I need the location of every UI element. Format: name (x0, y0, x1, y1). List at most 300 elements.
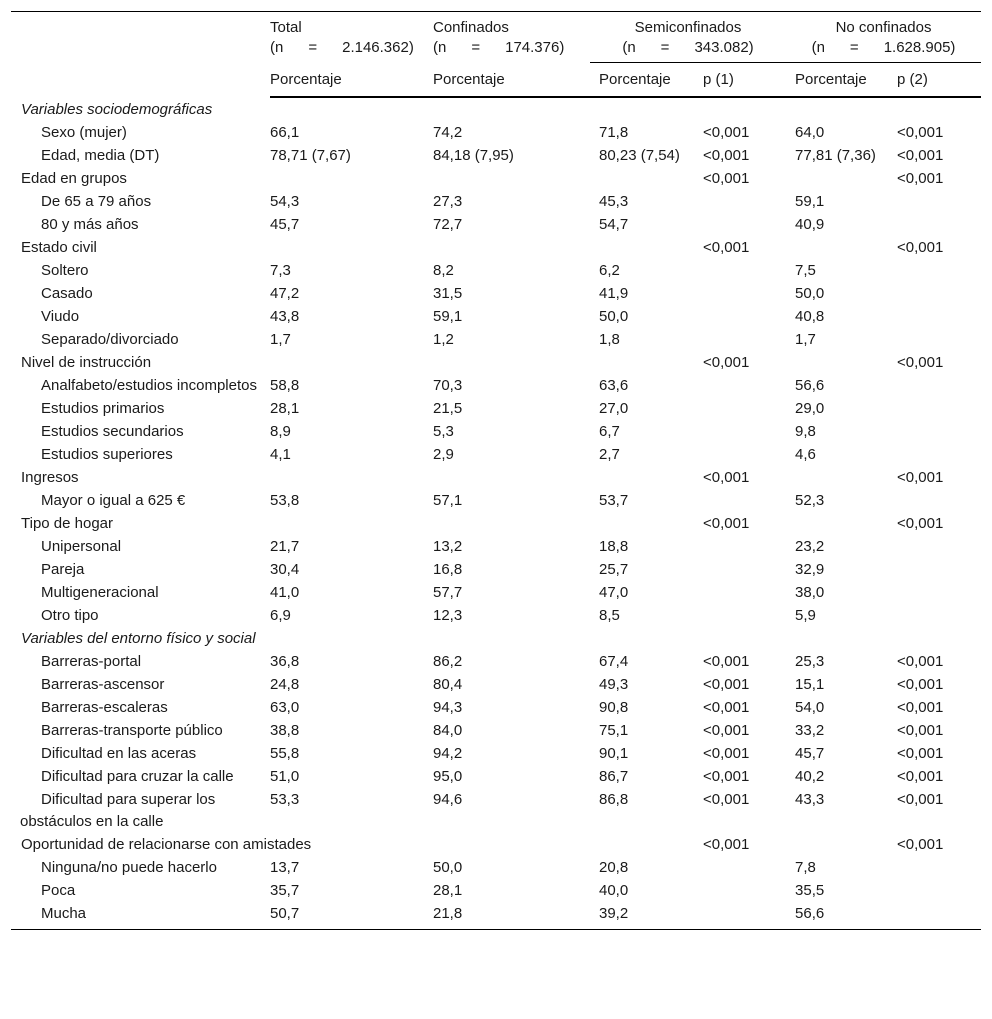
cell-col-3: 49,3 (599, 676, 629, 693)
cell-col-2: 72,7 (433, 216, 463, 233)
cell-col-2: 74,2 (433, 124, 463, 141)
cell-col-1 (270, 512, 433, 535)
cell-col-3: 86,7 (599, 768, 629, 785)
cell-col-5: 40,8 (795, 308, 825, 325)
cell-col-3: 18,8 (599, 538, 629, 555)
section-label: Variables sociodemográficas (21, 101, 213, 118)
cell-col-4 (694, 305, 786, 328)
cell-col-3: 40,0 (599, 882, 629, 899)
cell-col-5 (786, 236, 888, 259)
cell-col-5: 45,7 (795, 745, 825, 762)
cell-col-1 (270, 167, 433, 190)
cell-col-2: 95,0 (433, 768, 463, 785)
cell-col-2: 57,1 (433, 492, 463, 509)
table-row (11, 719, 981, 742)
cell-col-6 (888, 259, 981, 282)
cell-col-4 (694, 489, 786, 512)
table-row (11, 121, 981, 144)
cell-col-1: 63,0 (270, 699, 300, 716)
cell-col-5: 59,1 (795, 193, 825, 210)
cell-col-2: 94,3 (433, 699, 463, 716)
cell-col-4: <0,001 (703, 699, 750, 716)
cell-col-3 (590, 512, 694, 535)
cell-col-2: 27,3 (433, 193, 463, 210)
row-label: Sexo (mujer) (41, 124, 127, 141)
cell-col-3: 67,4 (599, 653, 629, 670)
cell-col-3: 75,1 (599, 722, 629, 739)
cell-col-6 (888, 443, 981, 466)
cell-col-4 (694, 190, 786, 213)
table-row (11, 374, 981, 397)
cell-col-2: 12,3 (433, 607, 463, 624)
cell-col-4: <0,001 (703, 515, 750, 532)
table-row (11, 742, 981, 765)
cell-col-1: 1,7 (270, 331, 291, 348)
cell-col-1: 35,7 (270, 882, 300, 899)
row-label: Estudios primarios (41, 400, 165, 417)
cell-col-4: <0,001 (703, 836, 750, 853)
cell-col-1: 58,8 (270, 377, 300, 394)
table-container (11, 11, 981, 930)
cell-col-2 (433, 466, 590, 489)
section-label: Edad en grupos (21, 170, 127, 187)
table-row (11, 489, 981, 512)
row-label: Dificultad en las aceras (41, 745, 197, 762)
row-label: Analfabeto/estudios incompletos (41, 377, 257, 394)
cell-col-6 (888, 535, 981, 558)
cell-col-4 (694, 328, 786, 351)
section-label: Estado civil (21, 239, 97, 256)
cell-col-6: <0,001 (897, 676, 944, 693)
table-row (11, 879, 981, 902)
cell-col-1: 50,7 (270, 902, 433, 930)
table-row (11, 604, 981, 627)
cell-col-6 (888, 558, 981, 581)
cell-col-2 (433, 512, 590, 535)
subheader-no-porcentaje: Porcentaje (786, 63, 888, 98)
cell-col-2: 28,1 (433, 882, 463, 899)
cell-col-4: <0,001 (703, 768, 750, 785)
cell-col-5 (786, 167, 888, 190)
cell-col-2: 13,2 (433, 538, 463, 555)
cell-col-5: 77,81 (7,36) (795, 147, 876, 164)
cell-col-2: 16,8 (433, 561, 463, 578)
cell-col-5: 64,0 (795, 124, 825, 141)
cell-col-3: 80,23 (7,54) (599, 147, 680, 164)
cell-col-5: 54,0 (795, 699, 825, 716)
row-label: Dificultad para superar los obstáculos en la calle (20, 791, 216, 830)
cell-col-5 (786, 466, 888, 489)
cell-col-1: 41,0 (270, 584, 300, 601)
cell-col-6 (888, 856, 981, 879)
cell-col-4 (694, 856, 786, 879)
table-row (11, 397, 981, 420)
table-row (11, 856, 981, 879)
table-row (11, 282, 981, 305)
cell-col-5 (786, 833, 888, 856)
table-row (11, 902, 981, 930)
col-header-semiconfinados (590, 12, 786, 63)
section-label: Variables del entorno físico y social (21, 630, 256, 647)
col-header-no-confinados (786, 12, 981, 63)
cell-col-5: 43,3 (795, 791, 825, 808)
cell-col-1: 6,9 (270, 607, 291, 624)
cell-col-3 (590, 833, 694, 856)
cell-col-3: 6,2 (599, 262, 620, 279)
cell-col-3: 47,0 (599, 584, 629, 601)
cell-col-2: 5,3 (433, 423, 454, 440)
cell-col-3: 1,8 (599, 331, 620, 348)
row-label: Mucha (11, 902, 270, 930)
subheader-total-porcentaje: Porcentaje (270, 63, 433, 98)
table-row (11, 443, 981, 466)
cell-col-5 (786, 351, 888, 374)
cell-col-3: 8,5 (599, 607, 620, 624)
table-row (11, 144, 981, 167)
cell-col-6: <0,001 (897, 791, 944, 808)
cell-col-3: 90,1 (599, 745, 629, 762)
row-label: Mayor o igual a 625 € (41, 492, 186, 509)
cell-col-1: 7,3 (270, 262, 291, 279)
cell-col-1: 53,3 (270, 791, 300, 808)
table-row (11, 535, 981, 558)
cell-col-2 (433, 167, 590, 190)
cell-col-3: 53,7 (599, 492, 629, 509)
cell-col-6: <0,001 (897, 653, 944, 670)
table-row (11, 328, 981, 351)
section-row (11, 351, 981, 374)
table-row (11, 259, 981, 282)
cell-col-2: 31,5 (433, 285, 463, 302)
cell-col-6: <0,001 (897, 354, 944, 371)
col-header-total (270, 12, 433, 63)
cell-col-5: 32,9 (795, 561, 825, 578)
cell-col-6: <0,001 (897, 745, 944, 762)
cell-col-3: 54,7 (599, 216, 629, 233)
cell-col-5 (786, 627, 888, 650)
cell-col-3 (590, 97, 694, 121)
cell-col-4 (694, 97, 786, 121)
cell-col-1: 36,8 (270, 653, 300, 670)
cell-col-1: 54,3 (270, 193, 300, 210)
cell-col-6: <0,001 (897, 124, 944, 141)
table-row (11, 696, 981, 719)
cell-col-1: 43,8 (270, 308, 300, 325)
cell-col-5: 40,9 (795, 216, 825, 233)
cell-col-4: <0,001 (703, 469, 750, 486)
cell-col-6 (888, 305, 981, 328)
table-row (11, 650, 981, 673)
row-label: Barreras-ascensor (41, 676, 165, 693)
cell-col-2 (433, 97, 590, 121)
cell-col-1: 21,7 (270, 538, 300, 555)
cell-col-3: 90,8 (599, 699, 629, 716)
cell-col-1: 66,1 (270, 124, 300, 141)
cell-col-4 (694, 282, 786, 305)
cell-col-2: 94,6 (433, 791, 463, 808)
cell-col-6 (888, 489, 981, 512)
cell-col-4 (694, 581, 786, 604)
row-label: Ninguna/no puede hacerlo (41, 859, 217, 876)
row-label: De 65 a 79 años (41, 193, 152, 210)
row-label: Unipersonal (41, 538, 122, 555)
cell-col-3: 71,8 (599, 124, 629, 141)
cell-col-1: 78,71 (7,67) (270, 147, 351, 164)
cell-col-6 (888, 627, 981, 650)
cell-col-6: <0,001 (897, 836, 944, 853)
cell-col-5: 38,0 (795, 584, 825, 601)
cell-col-2: 21,8 (433, 902, 590, 930)
cell-col-6 (888, 420, 981, 443)
cell-col-6: <0,001 (897, 147, 944, 164)
section-row (11, 512, 981, 535)
row-label: Pareja (41, 561, 85, 578)
cell-col-2: 84,18 (7,95) (433, 147, 514, 164)
cell-col-1: 8,9 (270, 423, 291, 440)
table-row (11, 788, 981, 833)
cell-col-1: 45,7 (270, 216, 300, 233)
cell-col-1: 55,8 (270, 745, 300, 762)
cell-col-5 (786, 97, 888, 121)
cell-col-5: 56,6 (786, 902, 888, 930)
cell-col-2: 94,2 (433, 745, 463, 762)
cell-col-1: 53,8 (270, 492, 300, 509)
section-row (11, 627, 981, 650)
row-label: Viudo (41, 308, 80, 325)
cell-col-3: 2,7 (599, 446, 620, 463)
cell-col-1 (270, 466, 433, 489)
cell-col-5: 35,5 (795, 882, 825, 899)
section-row (11, 167, 981, 190)
cell-col-6 (888, 374, 981, 397)
cell-col-4 (694, 397, 786, 420)
cell-col-3 (590, 351, 694, 374)
header-corner (11, 12, 270, 98)
cell-col-2: 2,9 (433, 446, 454, 463)
table-row (11, 305, 981, 328)
cell-col-3 (590, 167, 694, 190)
cell-col-2: 70,3 (433, 377, 463, 394)
cell-col-4: <0,001 (703, 170, 750, 187)
cell-col-2: 8,2 (433, 262, 454, 279)
cell-col-6 (888, 213, 981, 236)
cell-col-3: 50,0 (599, 308, 629, 325)
table-header (11, 12, 981, 98)
cell-col-5 (786, 512, 888, 535)
subheader-semi-porcentaje: Porcentaje (590, 63, 694, 98)
cell-col-3: 27,0 (599, 400, 629, 417)
cell-col-1 (270, 351, 433, 374)
row-label: Separado/divorciado (41, 331, 179, 348)
group-n: (n = 343.082) (622, 39, 754, 56)
section-row (11, 236, 981, 259)
table-row (11, 190, 981, 213)
cell-col-2 (433, 627, 590, 650)
cell-col-6: <0,001 (897, 699, 944, 716)
cell-col-2 (433, 351, 590, 374)
cell-col-5: 40,2 (795, 768, 825, 785)
cell-col-2: 80,4 (433, 676, 463, 693)
cell-col-3: 20,8 (599, 859, 629, 876)
cell-col-1: 28,1 (270, 400, 300, 417)
cell-col-5: 23,2 (795, 538, 825, 555)
row-label: 80 y más años (41, 216, 139, 233)
cell-col-6: <0,001 (897, 170, 944, 187)
cell-col-3: 39,2 (590, 902, 694, 930)
cell-col-6: <0,001 (897, 469, 944, 486)
cell-col-5: 50,0 (795, 285, 825, 302)
section-label: Nivel de instrucción (21, 354, 152, 371)
cell-col-2: 1,2 (433, 331, 454, 348)
cell-col-4: <0,001 (703, 722, 750, 739)
table-body (11, 97, 981, 930)
row-label: Estudios superiores (41, 446, 173, 463)
cell-col-4 (694, 443, 786, 466)
cell-col-2: 21,5 (433, 400, 463, 417)
cell-col-2 (433, 236, 590, 259)
cell-col-5: 52,3 (795, 492, 825, 509)
cell-col-3 (590, 236, 694, 259)
cell-col-3: 25,7 (599, 561, 629, 578)
cell-col-5: 29,0 (795, 400, 825, 417)
cell-col-5: 56,6 (795, 377, 825, 394)
table-row (11, 420, 981, 443)
cell-col-4: <0,001 (703, 354, 750, 371)
row-label: Poca (41, 882, 76, 899)
row-label: Barreras-escaleras (41, 699, 168, 716)
cell-col-6 (888, 282, 981, 305)
cell-col-4 (694, 420, 786, 443)
cell-col-5: 4,6 (795, 446, 816, 463)
group-n: (n = 174.376) (433, 39, 565, 56)
cell-col-4 (694, 259, 786, 282)
data-table (11, 11, 981, 930)
cell-col-1: 24,8 (270, 676, 300, 693)
cell-col-1 (270, 97, 433, 121)
cell-col-2: 84,0 (433, 722, 463, 739)
subheader-no-p2: p (2) (888, 63, 981, 98)
cell-col-4: <0,001 (703, 653, 750, 670)
cell-col-2: 59,1 (433, 308, 463, 325)
cell-col-5: 7,8 (795, 859, 816, 876)
group-n: (n = 2.146.362) (270, 39, 414, 56)
section-label: Tipo de hogar (21, 515, 114, 532)
subheader-semi-p1: p (1) (694, 63, 786, 98)
cell-col-1: 38,8 (270, 722, 300, 739)
cell-col-4 (694, 213, 786, 236)
cell-col-4 (694, 879, 786, 902)
row-label: Otro tipo (41, 607, 99, 624)
row-label: Multigeneracional (41, 584, 159, 601)
cell-col-5: 1,7 (795, 331, 816, 348)
cell-col-3: 41,9 (599, 285, 629, 302)
cell-col-6 (888, 604, 981, 627)
cell-col-6: <0,001 (897, 768, 944, 785)
cell-col-4: <0,001 (703, 745, 750, 762)
cell-col-4: <0,001 (703, 676, 750, 693)
cell-col-1: 4,1 (270, 446, 291, 463)
cell-col-1: 47,2 (270, 285, 300, 302)
section-row (11, 97, 981, 121)
group-name: Total (270, 19, 302, 36)
cell-col-6 (888, 581, 981, 604)
cell-col-3: 86,8 (599, 791, 629, 808)
row-label: Dificultad para cruzar la calle (41, 768, 234, 785)
cell-col-5: 5,9 (795, 607, 816, 624)
cell-col-1: 51,0 (270, 768, 300, 785)
row-label: Soltero (41, 262, 89, 279)
group-name: Confinados (433, 19, 509, 36)
cell-col-3 (590, 627, 694, 650)
cell-col-6: <0,001 (897, 515, 944, 532)
table-row (11, 213, 981, 236)
cell-col-5: 7,5 (795, 262, 816, 279)
cell-col-1: 13,7 (270, 859, 300, 876)
cell-col-6 (888, 397, 981, 420)
cell-col-6 (888, 328, 981, 351)
cell-col-2: 50,0 (433, 859, 463, 876)
cell-col-4 (694, 374, 786, 397)
cell-col-4 (694, 558, 786, 581)
table-row (11, 581, 981, 604)
cell-col-4 (694, 535, 786, 558)
cell-col-2: 57,7 (433, 584, 463, 601)
group-n: (n = 1.628.905) (811, 39, 956, 56)
row-label: Edad, media (DT) (41, 147, 160, 164)
cell-col-3: 6,7 (599, 423, 620, 440)
row-label: Barreras-transporte público (41, 722, 223, 739)
section-row (11, 833, 981, 856)
cell-col-4 (694, 627, 786, 650)
section-label: Oportunidad de relacionarse con amistades (21, 836, 312, 853)
cell-col-6 (888, 879, 981, 902)
cell-col-6 (888, 97, 981, 121)
cell-col-1: 30,4 (270, 561, 300, 578)
cell-col-6: <0,001 (897, 239, 944, 256)
row-label: Casado (41, 285, 93, 302)
section-row (11, 466, 981, 489)
section-label: Ingresos (21, 469, 79, 486)
cell-col-4 (694, 604, 786, 627)
table-row (11, 765, 981, 788)
subheader-confinados-porcentaje: Porcentaje (433, 63, 590, 98)
cell-col-3: 63,6 (599, 377, 629, 394)
cell-col-5: 25,3 (795, 653, 825, 670)
cell-col-4 (694, 902, 786, 930)
cell-col-6 (888, 902, 981, 930)
cell-col-6: <0,001 (897, 722, 944, 739)
group-name: Semiconfinados (634, 19, 742, 36)
cell-col-4: <0,001 (703, 147, 750, 164)
cell-col-1 (270, 236, 433, 259)
col-header-confinados (433, 12, 590, 63)
table-row (11, 558, 981, 581)
cell-col-5: 9,8 (795, 423, 816, 440)
table-row (11, 673, 981, 696)
cell-col-4: <0,001 (703, 124, 750, 141)
cell-col-2: 86,2 (433, 653, 463, 670)
cell-col-6 (888, 190, 981, 213)
cell-col-3: 45,3 (599, 193, 629, 210)
cell-col-4: <0,001 (703, 239, 750, 256)
row-label: Barreras-portal (41, 653, 142, 670)
cell-col-1 (270, 627, 433, 650)
row-label: Estudios secundarios (41, 423, 184, 440)
cell-col-3 (590, 466, 694, 489)
cell-col-5: 15,1 (795, 676, 825, 693)
cell-col-5: 33,2 (795, 722, 825, 739)
cell-col-4: <0,001 (703, 791, 750, 808)
